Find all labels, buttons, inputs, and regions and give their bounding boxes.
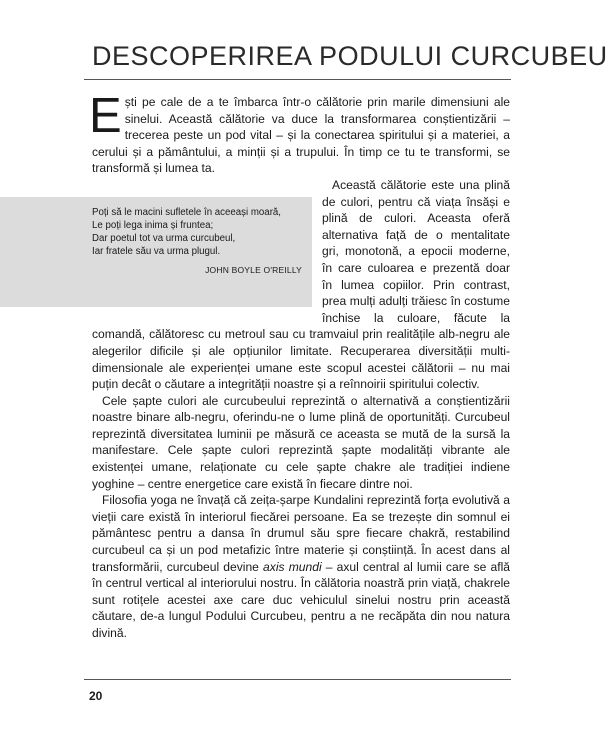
drop-cap: E	[89, 89, 122, 143]
axis-mundi-term: axis mundi	[263, 559, 322, 574]
epigraph-quote	[0, 197, 312, 307]
quote-author: JOHN BOYLE O'REILLY	[205, 264, 302, 275]
paragraph-rainbow: Cele șapte culori ale curcubeului reprezintă o alternativă a conștientizării noastre binare alb-negru, oferindu-ne o lume plină de oportunități. Curcubeul reprezintă diversitatea luminii pe măsură ce aceasta se mută de la sursă la manifestare. Cele șapte culori reprezintă șapte modalități vibrante ale existenței umane, relaționate cu cele șapte chakre ale tradiției indiene yoghine – centre energetice care există în fiecare dintre noi.	[92, 393, 510, 491]
article-body	[89, 89, 511, 642]
title-divider	[84, 79, 511, 80]
footer-divider	[84, 679, 511, 680]
page-title: DESCOPERIREA PODULUI CURCUBEU	[92, 41, 608, 71]
intro-paragraph	[89, 89, 510, 177]
quote-line-2: Le poți lega inima și fruntea;	[92, 219, 214, 231]
page-number: 20	[89, 689, 103, 703]
paragraph-colors-text: Această călătorie este una plină de culori, pentru că viața însăși e plină de culori. Aceasta oferă alternativa față de o mentalitate gri, monotonă, a epocii moderne, în care culoarea e prezentă doar în lumea copiilor. Prin contrast, prea mulți adulți trăiesc în costume închise la culoare, făcute la comandă, călătoresc cu metroul sau cu tramvaiul prin realitățile alb-negru ale alegerilor dificile și ale opțiunilor limitate. Recuperarea diversității multi-dimensionale ale experienței umane este scopul acestei călătorii – nu mai puțin decât o căutare a integrității noastre și a reînnoirii spiritului colectiv.	[92, 177, 510, 392]
paragraph-kundalini-text-a: Filosofia yoga ne învață că zeița-șarpe Kundalini reprezintă forța evolutivă a vieții care există în interiorul fiecărei persoane. Ea se trezește din somnul ei pământesc pentru a dansa în drumul său spre fiecare chakră, restabilind curcubeul ca și un pod metafizic între materie și conștiință. În acest dans al transformării, curcubeul devine	[92, 493, 510, 574]
intro-text: ști pe cale de a te îmbarca într-o călătorie prin marile dimensiuni ale sinelui. Această călătorie va duce la transformarea conștientizării – trecerea peste un pod vital – și la conectarea spiritului și a materiei, a cerului și a pământului, a minții și a trupului. În timp ce tu te transformi, se transformă și lumea ta.	[92, 95, 510, 176]
quote-line-4: Iar fratele său va urma plugul.	[92, 245, 221, 257]
quote-line-3: Dar poetul tot va urma curcubeul,	[92, 232, 236, 244]
paragraph-kundalini	[92, 492, 510, 641]
quote-line-1: Poți să le macini sufletele în aceeași moară,	[92, 206, 282, 218]
paragraph-kundalini-text-b: – axul central al lumii care se află în centrul vertical al interiorului nostru. În călătoria noastră prin viață, chakrele sunt rotițele acestei axe care duc vehiculul sinelui nostru prin această căutare, de-a lungul Podului Curcubeu, pentru a ne recăpăta din nou natura divină.	[92, 559, 511, 640]
paragraph-colors	[92, 177, 510, 393]
